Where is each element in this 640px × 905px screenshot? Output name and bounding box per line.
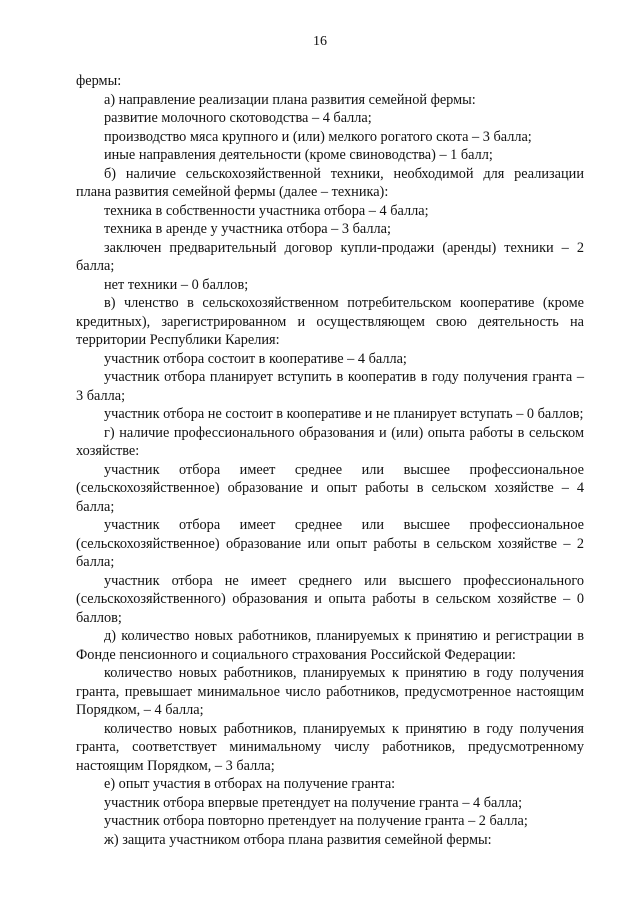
paragraph: участник отбора имеет среднее или высшее профессиональное (сельскохозяйственное) образование или опыт работы в сельском хозяйстве – 2 балла;: [76, 517, 584, 570]
paragraph: производство мяса крупного и (или) мелкого рогатого скота – 3 балла;: [104, 128, 532, 145]
paragraph: количество новых работников, планируемых к принятию в году получения гранта, превышает минимальное число работников, предусмотренное настоящим Порядком, – 4 балла;: [76, 665, 584, 718]
paragraph: техника в собственности участника отбора – 4 балла;: [104, 202, 429, 219]
paragraph: фермы:: [76, 73, 122, 89]
paragraph: участник отбора впервые претендует на получение гранта – 4 балла;: [104, 794, 523, 811]
paragraph: участник отбора не состоит в кооперативе и не планирует вступать – 0 баллов;: [104, 406, 584, 422]
paragraph: количество новых работников, планируемых к принятию в году получения гранта, соответствует минимальному числу работников, предусмотренному настоящим Порядком, – 3 балла;: [76, 720, 584, 774]
paragraph: техника в аренде у участника отбора – 3 балла;: [104, 221, 391, 237]
paragraph: а) направление реализации плана развития семейной фермы:: [104, 91, 476, 108]
page-number: 16: [313, 34, 327, 49]
paragraph: иные направления деятельности (кроме свиноводства) – 1 балл;: [104, 147, 493, 163]
paragraph: ж) защита участником отбора плана развития семейной фермы:: [104, 831, 492, 848]
paragraph: участник отбора состоит в кооперативе – 4 балла;: [104, 350, 407, 367]
paragraph: заключен предварительный договор купли-продажи (аренды) техники – 2 балла;: [76, 239, 584, 274]
paragraph: развитие молочного скотоводства – 4 балла;: [104, 110, 372, 126]
paragraph: е) опыт участия в отборах на получение гранта:: [104, 776, 396, 792]
paragraph: участник отбора не имеет среднего или высшего профессионального (сельскохозяйственного) образования и опыта работы в сельском хозяйстве – 0 баллов;: [76, 572, 584, 626]
paragraph: участник отбора имеет среднее или высшее профессиональное (сельскохозяйственное) образование и опыт работы в сельском хозяйстве – 4 балла;: [76, 461, 584, 515]
paragraph: б) наличие сельскохозяйственной техники, необходимой для реализации плана развития семейной фермы (далее – техника):: [76, 165, 584, 200]
document-body: [76, 72, 584, 849]
paragraph: г) наличие профессионального образования и (или) опыта работы в сельском хозяйстве:: [76, 424, 584, 459]
paragraph: участник отбора планирует вступить в кооператив в году получения гранта – 3 балла;: [76, 369, 584, 404]
paragraph: участник отбора повторно претендует на получение гранта – 2 балла;: [104, 813, 528, 829]
paragraph: в) членство в сельскохозяйственном потребительском кооперативе (кроме кредитных), зарегистрированном и осуществляющем свою деятельность на территории Республики Карелия:: [76, 295, 584, 348]
paragraph: нет техники – 0 баллов;: [104, 276, 249, 293]
paragraph: д) количество новых работников, планируемых к принятию и регистрации в Фонде пенсионного и социального страхования Российской Федерации:: [76, 628, 584, 663]
